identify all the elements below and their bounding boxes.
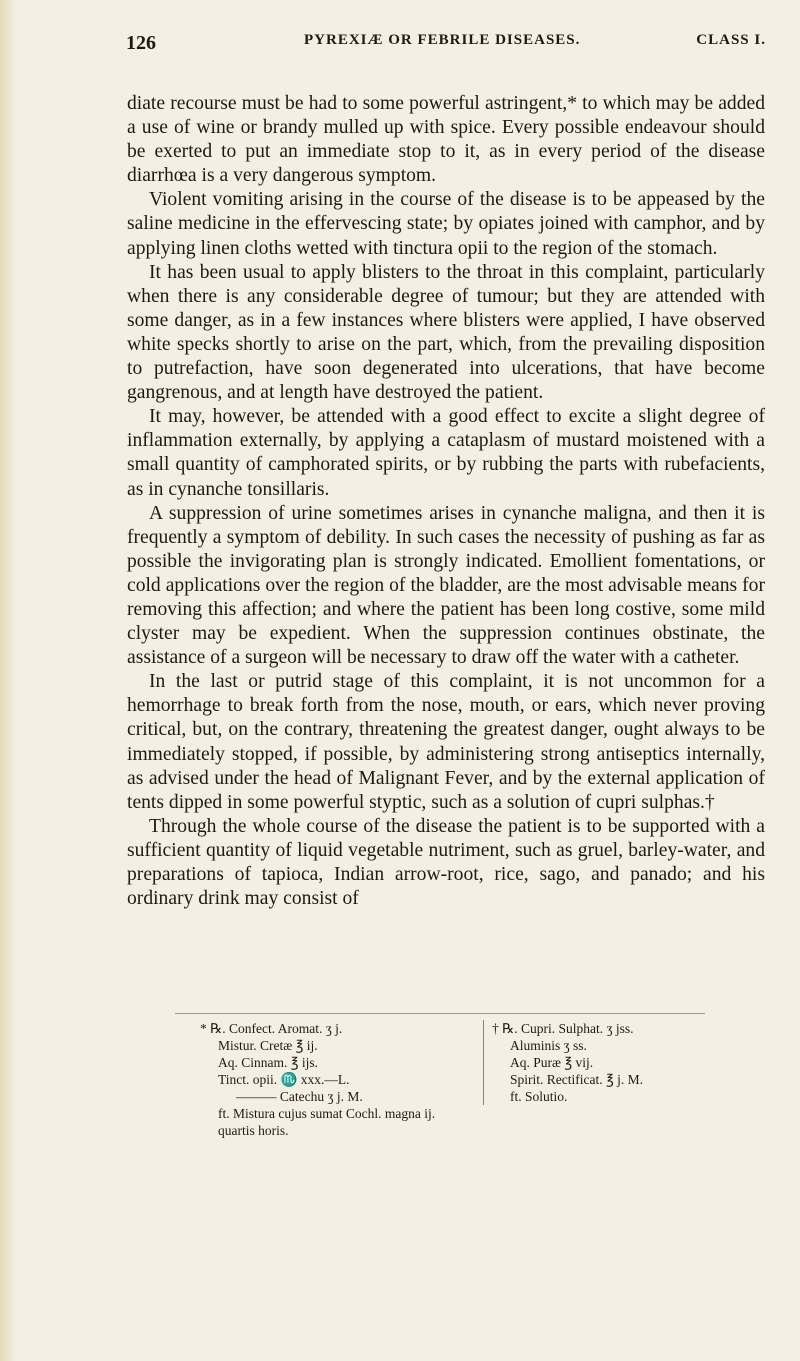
footnote-line: ft. Solutio. [510, 1089, 568, 1104]
page-number: 126 [126, 32, 156, 54]
body-text [127, 92, 765, 911]
paragraph: It has been usual to apply blisters to the throat in this complaint, particularly when there is any considerable degree of tumour; but they are attended with some danger, as in a few instances where blisters were applied, I have observed white specks shortly to arise on the part, which, from the prevailing disposition to putrefaction, have soon degenerated into ulcerations, that have become gangrenous, and at length have destroyed the patient. [127, 261, 765, 404]
paragraph: Violent vomiting arising in the course of the disease is to be appeased by the saline medicine in the effervescing state; by opiates joined with camphor, and by applying linen cloths wetted with tinctura opii to the region of the stomach. [127, 189, 765, 259]
paragraph: diate recourse must be had to some powerful astringent,* to which may be added a use of wine or brandy mulled up with spice. Every possible endeavour should be exerted to put an immediate stop to it, as in every period of the disease diarrhœa is a very dangerous symptom. [127, 93, 765, 187]
footnote-prescription-styptic [483, 1020, 732, 1105]
footnote-line: Spirit. Rectificat. ℥ j. M. [510, 1072, 644, 1087]
paragraph: A suppression of urine sometimes arises in cynanche maligna, and then it is frequently a symptom of debility. In such cases the necessity of pushing as far as possible the invigorating plan is strongly indicated. Emollient fomentations, or cold applications over the region of the bladder, are the most advisable means for removing this affection; and where the patient has been long costive, some mild clyster may be expedient. When the suppression continues obstinate, the assistance of a surgeon will be necessary to draw off the water with a catheter. [127, 502, 765, 669]
footnote-prescription-astringent [200, 1020, 465, 1139]
footnote-divider [175, 1013, 705, 1014]
paragraph: In the last or putrid stage of this complaint, it is not uncommon for a hemorrhage to break forth from the nose, mouth, or ears, which never proving critical, but, on the contrary, threatening the greatest danger, ought always to be immediately stopped, if possible, by administering strong antiseptics internally, as advised under the head of Malignant Fever, and by the external application of tents dipped in some powerful styptic, such as a solution of cupri sulphas.† [127, 671, 765, 813]
footnote-line: Aq. Cinnam. ℥ ijs. [218, 1055, 319, 1070]
class-label: CLASS I. [696, 32, 766, 48]
page-binding-edge [0, 0, 16, 1361]
footnote-line: quartis horis. [218, 1123, 289, 1138]
footnote-line: Aq. Puræ ℥ vij. [510, 1055, 594, 1070]
footnote-line: Aluminis ʒ ss. [510, 1038, 587, 1053]
footnote-line: ft. Mistura cujus sumat Cochl. magna ij. [218, 1106, 436, 1121]
paragraph: It may, however, be attended with a good effect to excite a slight degree of inflammation externally, by applying a cataplasm of mustard moistened with a small quantity of camphorated spirits, or by rubbing the parts with rubefacients, as in cynanche tonsillaris. [127, 406, 765, 500]
footnote-line: Tinct. opii. ♏ xxx.—L. [218, 1072, 350, 1087]
running-title: PYREXIÆ OR FEBRILE DISEASES. [304, 32, 581, 48]
footnote-line: * ℞. Confect. Aromat. ʒ j. [200, 1021, 343, 1036]
footnote-line: ——— Catechu ʒ j. M. [236, 1089, 363, 1104]
running-header [126, 32, 766, 58]
footnote-line: Mistur. Cretæ ℥ ij. [218, 1038, 318, 1053]
footnote-line: † ℞. Cupri. Sulphat. ʒ jss. [492, 1021, 634, 1036]
paragraph: Through the whole course of the disease the patient is to be supported with a sufficient quantity of liquid vegetable nutriment, such as gruel, barley-water, and preparations of tapioca, Indian arrow-root, rice, sago, and panado; and his ordinary drink may consist of [127, 815, 765, 910]
